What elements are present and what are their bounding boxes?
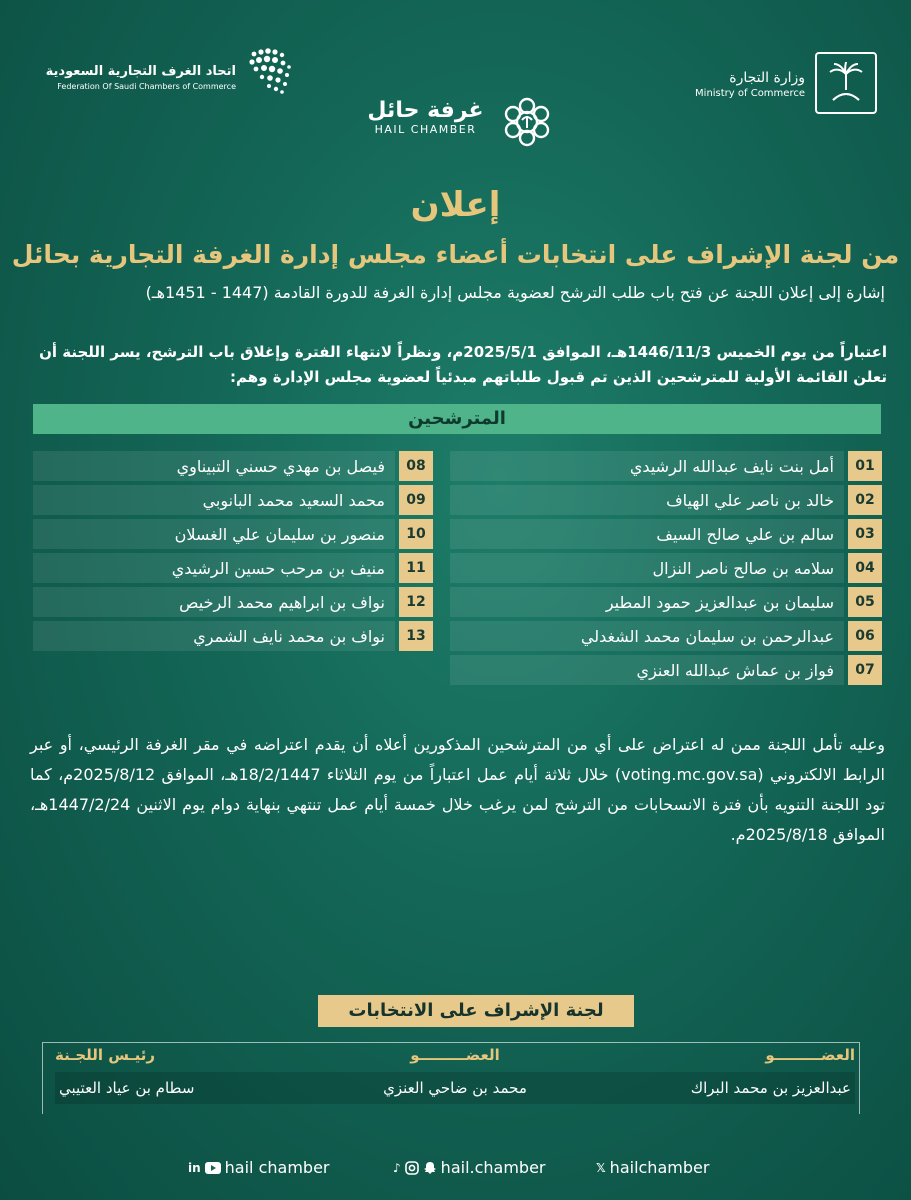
candidate-number: 04 — [848, 553, 882, 583]
page-subtitle: من لجنة الإشراف على انتخابات أعضاء مجلس إدارة الغرفة التجارية بحائل — [11, 240, 900, 269]
instagram-icon — [405, 1161, 419, 1175]
hail-chamber-logo-icon — [498, 92, 556, 152]
ministry-logo-text — [680, 70, 805, 99]
candidate-name: نواف بن محمد نايف الشمري — [33, 621, 395, 651]
page-title: إعلان — [410, 185, 501, 225]
candidate-row — [33, 621, 433, 651]
candidates-header: المترشحين — [33, 404, 881, 434]
federation-logo-icon — [244, 42, 300, 102]
federation-logo-text — [36, 64, 236, 91]
candidate-name: سلامه بن صالح ناصر النزال — [450, 553, 844, 583]
candidate-name: سالم بن علي صالح السيف — [450, 519, 844, 549]
candidate-name: نواف بن ابراهيم محمد الرخيص — [33, 587, 395, 617]
candidate-row — [33, 485, 433, 515]
candidate-name: فواز بن عماش عبدالله العنزي — [450, 655, 844, 685]
ministry-name-ar: وزارة التجارة — [729, 70, 805, 86]
candidate-name: منصور بن سليمان علي الغسلان — [33, 519, 395, 549]
intro-text: اعتباراً من يوم الخميس 1446/11/3هـ، الموافق 2025/5/1م، ونظراً لانتهاء الفترة وإغلاق باب الترشح، يسر اللجنة أن تعلن القائمة الأولية للمترشحين الذين تم قبول طلباتهم مبدئياً لعضوية مجلس الإدارة وهم: — [39, 343, 887, 386]
committee-member: سطام بن عياد العتيبي — [59, 1079, 195, 1097]
candidate-number: 06 — [848, 621, 882, 651]
candidate-name: منيف بن مرحب حسين الرشيدي — [33, 553, 395, 583]
candidate-row — [450, 485, 882, 515]
federation-name-ar: اتحاد الغرف التجارية السعودية — [45, 64, 236, 79]
committee-member: محمد بن ضاحي العنزي — [383, 1079, 527, 1097]
candidate-row — [450, 621, 882, 651]
candidate-row — [450, 451, 882, 481]
committee-roles — [55, 1046, 855, 1064]
footer-linkedin-youtube[interactable] — [188, 1158, 329, 1177]
candidate-number: 05 — [848, 587, 882, 617]
candidate-row — [33, 451, 433, 481]
committee-role: رئيـس اللجـنة — [55, 1046, 155, 1064]
footer-x[interactable] — [596, 1158, 709, 1177]
hail-chamber-logo-text — [358, 98, 493, 136]
candidates-list-left — [33, 451, 433, 655]
candidate-number: 09 — [399, 485, 433, 515]
candidate-name: فيصل بن مهدي حسني التبيناوي — [33, 451, 395, 481]
candidate-number: 11 — [399, 553, 433, 583]
linkedin-icon: in — [188, 1160, 201, 1175]
footer-handle-linkedin: hail chamber — [224, 1158, 330, 1177]
objection-notice: وعليه تأمل اللجنة ممن له اعتراض على أي من المترشحين المذكورين أعلاه أن يقدم اعتراضه في مقر الغرفة الرئيسي، أو عبر الرابط الالكتروني (voting.mc.gov.sa) خلال ثلاثة أيام عمل اعتباراً من يوم الثلاثاء 18/2/1447هـ، الموافق 2025/8/12م، كما تود اللجنة التنويه بأن فترة الانسحابات من الترشح لمن يرغب خلال خمسة أيام عمل تنتهي بنهاية دوام يوم الاثنين 1447/2/24هـ، الموافق 2025/8/18م. — [30, 735, 885, 844]
candidate-number: 12 — [399, 587, 433, 617]
candidate-row — [33, 587, 433, 617]
candidate-number: 02 — [848, 485, 882, 515]
candidates-list-right — [450, 451, 882, 689]
committee-member: عبدالعزيز بن محمد البراك — [690, 1079, 851, 1097]
hail-name-en: HAIL CHAMBER — [374, 123, 477, 136]
candidate-row — [450, 655, 882, 685]
candidate-number: 08 — [399, 451, 433, 481]
footer-handle-social: hail.chamber — [440, 1158, 546, 1177]
candidate-name: سليمان بن عبدالعزيز حمود المطير — [450, 587, 844, 617]
x-icon: 𝕏 — [596, 1160, 606, 1175]
footer-tiktok-instagram-snapchat[interactable] — [393, 1158, 546, 1177]
candidate-name: أمل بنت نايف عبدالله الرشيدي — [450, 451, 844, 481]
committee-members — [55, 1072, 855, 1104]
candidate-number: 01 — [848, 451, 882, 481]
reference-text: إشارة إلى إعلان اللجنة عن فتح باب طلب الترشح لعضوية مجلس إدارة الغرفة للدورة القادمة (1447 - 1451هـ) — [145, 283, 885, 302]
candidate-number: 07 — [848, 655, 882, 685]
snapchat-icon — [423, 1161, 437, 1175]
candidate-name: خالد بن ناصر علي الهياف — [450, 485, 844, 515]
committee-role: العضـــــــــو — [765, 1046, 855, 1064]
committee-title: لجنة الإشراف على الانتخابات — [318, 995, 634, 1027]
candidate-row — [450, 587, 882, 617]
candidate-number: 10 — [399, 519, 433, 549]
saudi-emblem-icon — [815, 52, 877, 114]
candidate-row — [33, 519, 433, 549]
candidate-number: 03 — [848, 519, 882, 549]
federation-name-en: Federation Of Saudi Chambers of Commerce — [57, 82, 236, 91]
candidate-row — [450, 519, 882, 549]
youtube-icon — [205, 1162, 221, 1174]
hail-name-ar: غرفة حائل — [367, 98, 484, 123]
candidate-name: محمد السعيد محمد البانوبي — [33, 485, 395, 515]
tiktok-icon: ♪ — [393, 1160, 401, 1175]
footer-handle-x: hailchamber — [609, 1158, 710, 1177]
candidate-number: 13 — [399, 621, 433, 651]
candidate-name: عبدالرحمن بن سليمان محمد الشغدلي — [450, 621, 844, 651]
committee-role: العضـــــــــو — [410, 1046, 500, 1064]
candidate-row — [450, 553, 882, 583]
ministry-name-en: Ministry of Commerce — [695, 88, 805, 99]
candidate-row — [33, 553, 433, 583]
